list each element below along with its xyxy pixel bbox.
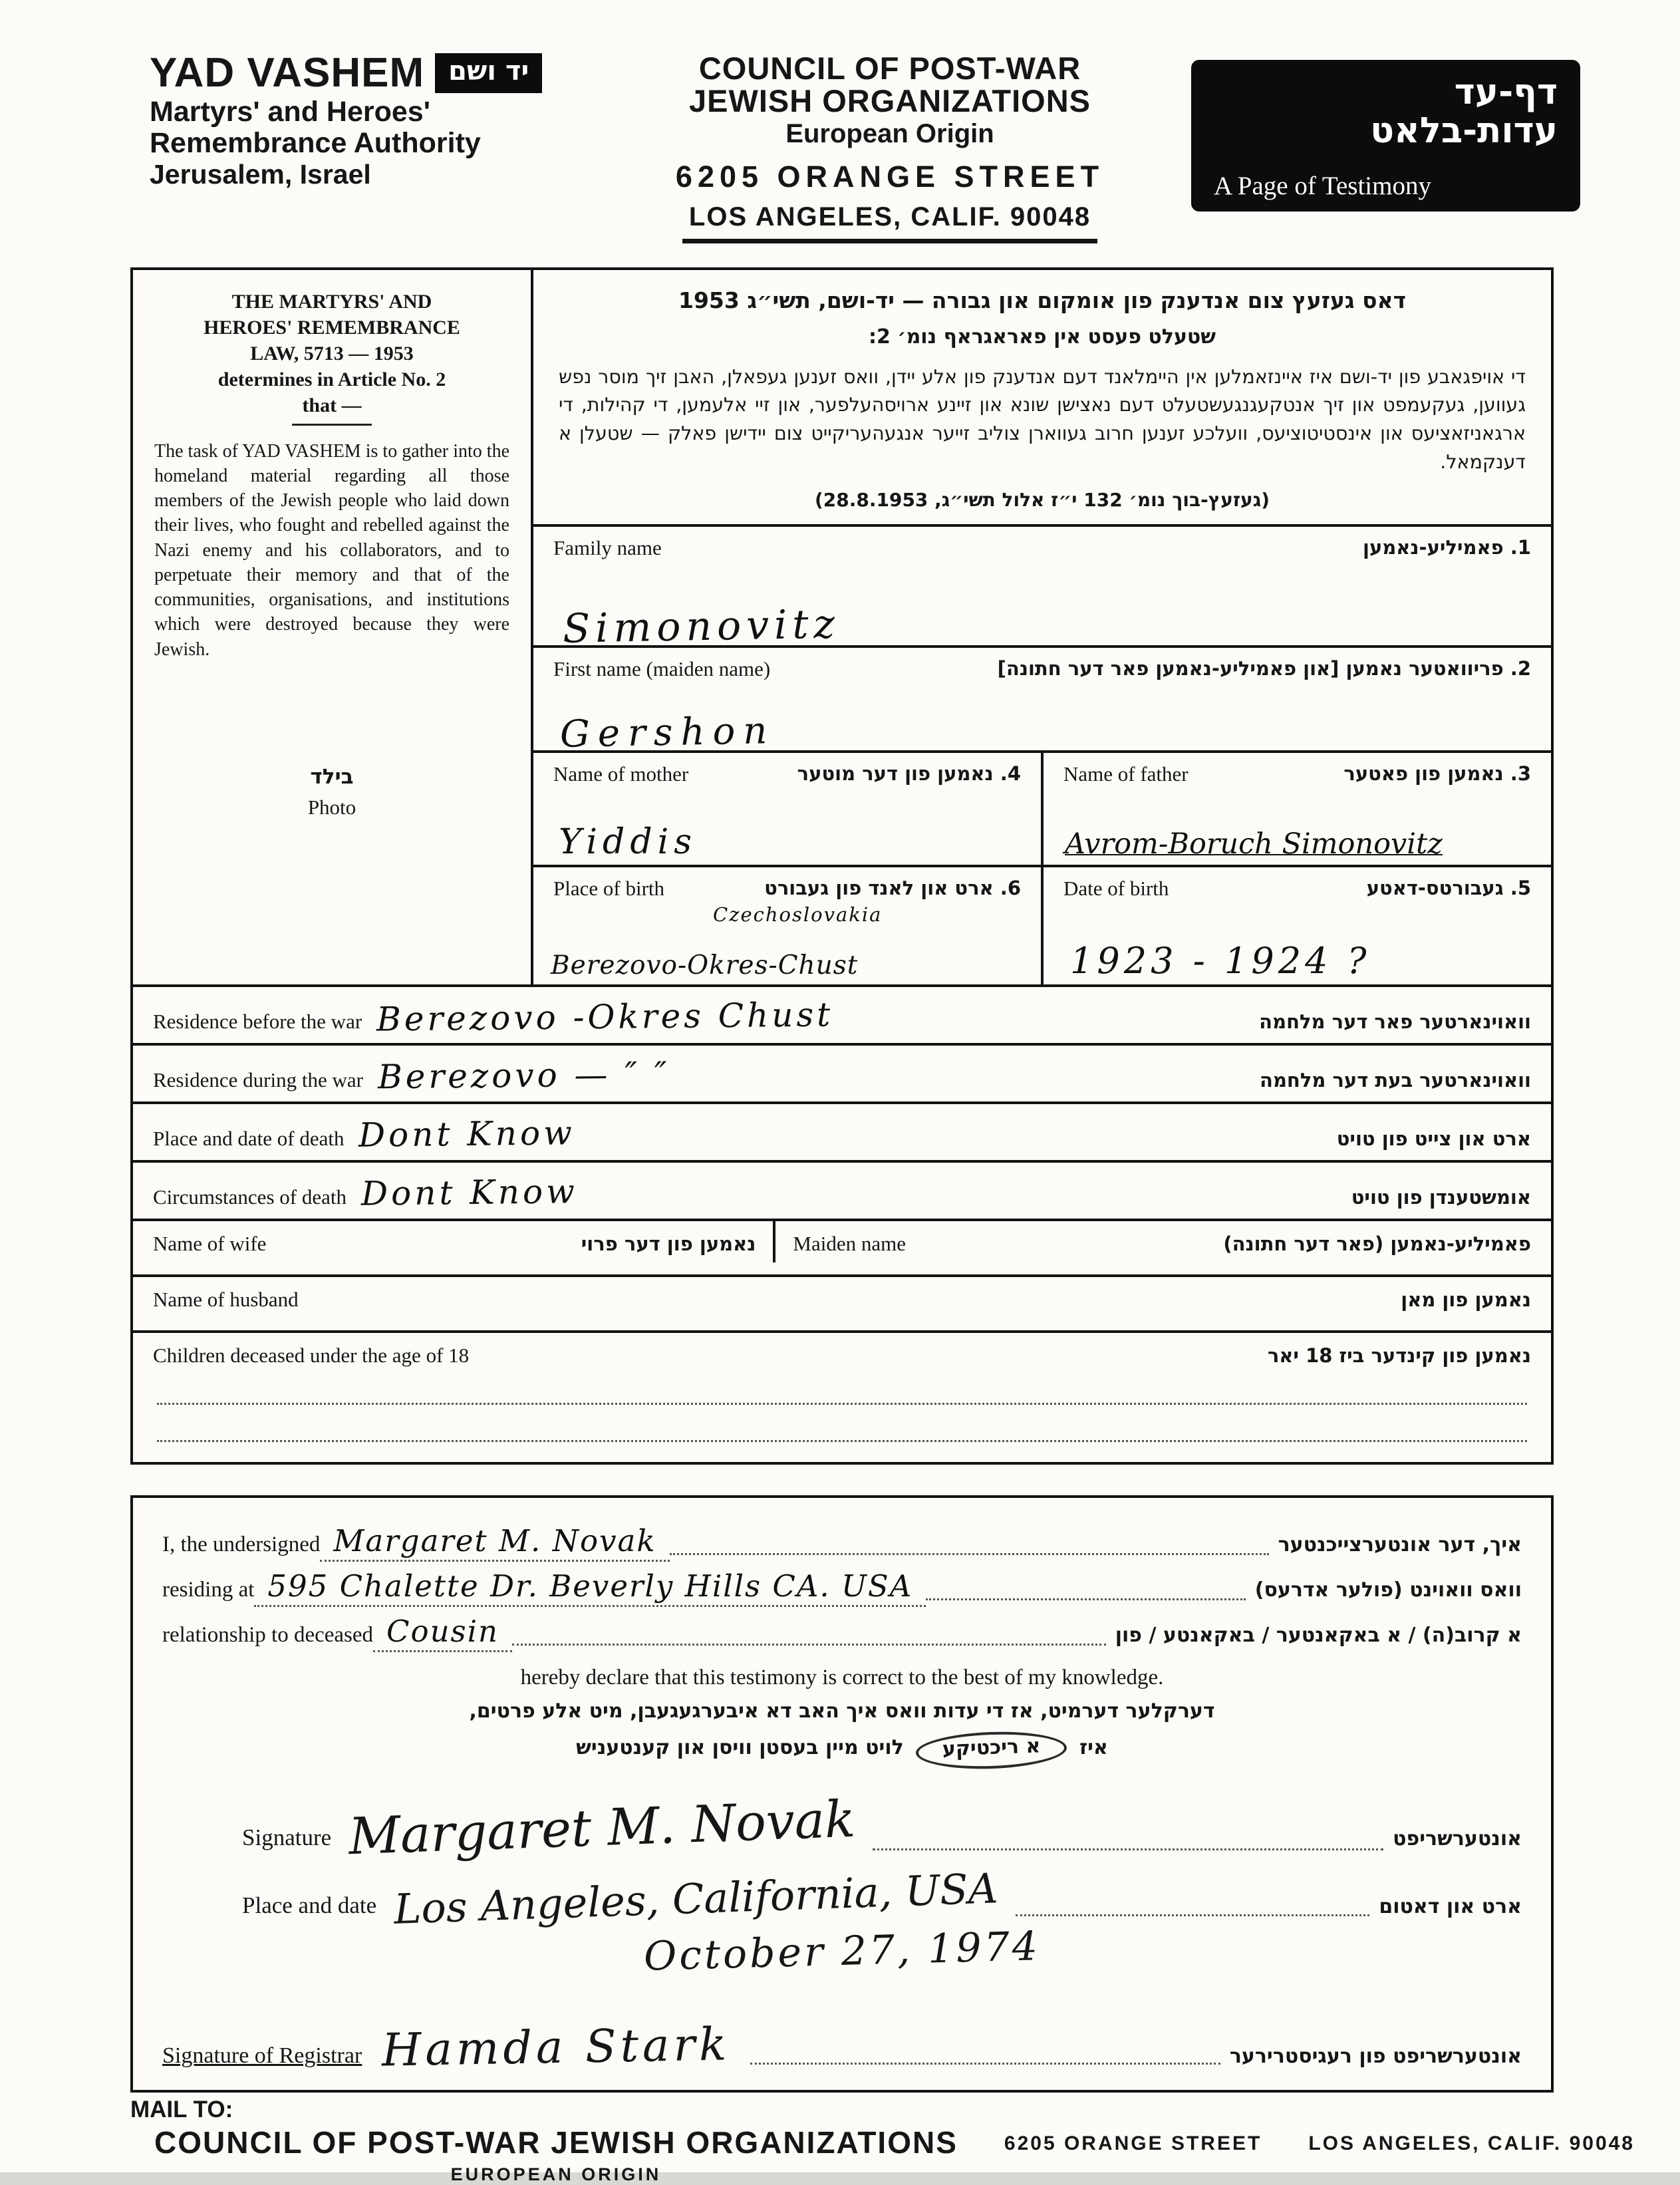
council-city: LOS ANGELES, CALIF. 90048 — [682, 202, 1097, 243]
mother-label-en: Name of mother — [553, 762, 689, 786]
relationship-label-he: א קרוב(ה) / א באקאנטער / באקאנטע / פון — [1115, 1623, 1522, 1647]
declaration-he2-circled: א ריכטיקע — [915, 1729, 1067, 1771]
husband-label-he: נאמען פון מאן — [1401, 1288, 1531, 1311]
signature-label-he: אונטערשריפט — [1393, 1826, 1522, 1850]
residence-before-label-he: וואוינארטער פאר דער מלחמה — [1259, 1010, 1531, 1033]
council-street: 6205 ORANGE STREET — [675, 159, 1105, 194]
date-row — [162, 1922, 1522, 1980]
death-place-label-he: ארט און צייט פון טויט — [1336, 1127, 1531, 1150]
death-place-value: Dont Know — [358, 1113, 576, 1155]
hebrew-law-title: דאס געזעץ צום אנדענק פון אומקום און גבורה — יד-ושם, תשי״ג 1953 — [678, 287, 1407, 313]
date-of-birth-label-en: Date of birth — [1063, 876, 1169, 900]
registrar-signature-value: Hamda Stark — [381, 2018, 732, 2077]
residing-label-he: וואס וואוינט (פולער אדרעס) — [1254, 1578, 1522, 1602]
dotted-leader — [1016, 1914, 1370, 1916]
wife-label-en: Name of wife — [153, 1231, 267, 1255]
wife-label-he: נאמען פון דער פרוי — [581, 1232, 756, 1255]
council-name-line2: JEWISH ORGANIZATIONS — [688, 83, 1091, 119]
mailing-footer — [130, 2096, 1635, 2185]
father-value: Avrom-Boruch Simonovitz — [1065, 827, 1443, 861]
family-name-label-he: 1. פאמיליע-נאמען — [1363, 535, 1531, 559]
place-of-birth-country-value: Czechoslovakia — [713, 903, 883, 926]
family-name-value: Simonovitz — [562, 601, 841, 653]
residing-row — [162, 1568, 1522, 1607]
mother-value: Yiddis — [559, 821, 697, 862]
field-children-deceased — [133, 1333, 1551, 1462]
yad-vashem-block — [150, 49, 589, 190]
relationship-label-en: relationship to deceased — [162, 1622, 374, 1647]
first-name-label-he: 2. פריוואטער נאמען [און פאמיליע-נאמען פאר דער חתונה] — [997, 656, 1531, 680]
field-circumstances-of-death — [133, 1163, 1551, 1221]
undersigned-row — [162, 1523, 1522, 1562]
council-origin: European Origin — [785, 118, 994, 148]
undersigned-label-en: I, the undersigned — [162, 1532, 321, 1556]
law-heading-line2: HEROES' REMEMBRANCE — [204, 316, 460, 339]
residence-during-label-en: Residence during the war — [153, 1068, 363, 1092]
signature-row — [162, 1789, 1522, 1866]
residence-before-label-en: Residence before the war — [153, 1009, 362, 1033]
photo-placeholder — [154, 762, 509, 823]
field-row-birth — [533, 867, 1551, 984]
children-label-en: Children deceased under the age of 18 — [153, 1343, 470, 1367]
children-write-line-2 — [157, 1405, 1527, 1442]
place-of-birth-value: Berezovo-Okres-Chust — [551, 950, 859, 980]
father-label-he: 3. נאמען פון פאטער — [1343, 762, 1531, 785]
footer-street: 6205 ORANGE STREET — [1004, 2132, 1262, 2154]
place-date-label-en: Place and date — [242, 1892, 377, 1918]
law-heading-line1: THE MARTYRS' AND — [231, 290, 432, 313]
dotted-leader — [873, 1848, 1383, 1850]
footer-org-block — [154, 2124, 958, 2185]
undersigned-label-he: איך, דער אונטערצייכנטער — [1278, 1532, 1522, 1556]
council-header — [589, 52, 1191, 243]
field-first-name — [533, 648, 1551, 756]
page-of-testimony-badge — [1191, 60, 1580, 212]
field-row-wife-maiden — [133, 1221, 1551, 1277]
death-circumstances-value: Dont Know — [360, 1171, 579, 1213]
photo-label-english: Photo — [307, 796, 356, 819]
registrar-label-he: אונטערשריפט פון רעגיסטרירער — [1229, 2044, 1522, 2068]
date-of-birth-value: 1923 - 1924 ? — [1070, 939, 1371, 982]
law-body-text: The task of YAD VASHEM is to gather into the homeland material regarding all those members of the Jewish people who laid down their lives, who fought and rebelled against the Nazi enemy and his collaborators, and to perpetuate their memory and that of the communities, organisations, and institutions which were destroyed because they were Jewish. — [154, 440, 509, 660]
badge-hebrew-line1: דף-עד — [1454, 72, 1558, 112]
form-top-section — [133, 270, 1551, 987]
signature-label-en: Signature — [242, 1824, 332, 1850]
declaration-he2-pre: איז — [1079, 1735, 1108, 1759]
registrar-label-en: Signature of Registrar — [162, 2043, 362, 2068]
place-and-date-row — [162, 1863, 1522, 1934]
yad-vashem-subtitle-3: Jerusalem, Israel — [150, 158, 371, 190]
hebrew-law-body: די אויפגאבע פון יד-ושם איז איינזאמלען אין היימלאנד דעם אנדענק פון אלע יידן, וואס זענען געפאלן, האבן זיך מוסר נפש געווען, געקעמפט און זיך אנטקעגנגעשטעלט דעם נאצישן שונא און זיינע ארויסהעלפער, און זיי אלעמען, די קהילות, די ארגאניזאציעס און אינסטיטוציעס, וועלכע זענען חרוב געווארן צוליב זייער אנגעהעריקייט צום יידישן פאלק — שטעלן א דענקמאל. — [559, 365, 1526, 473]
footer-city: LOS ANGELES, CALIF. 90048 — [1308, 2132, 1635, 2154]
field-family-name — [533, 527, 1551, 653]
council-name-line1: COUNCIL OF POST-WAR — [698, 51, 1081, 86]
law-divider — [292, 424, 372, 426]
family-name-label-en: Family name — [553, 535, 662, 559]
field-maiden-name — [773, 1221, 1531, 1262]
field-wife — [153, 1232, 773, 1256]
residence-before-value: Berezovo -Okres Chust — [376, 995, 834, 1039]
hebrew-law-block — [533, 270, 1551, 527]
first-name-value: Gershon — [559, 708, 775, 756]
footer-org-subname: EUROPEAN ORIGIN — [450, 2164, 662, 2184]
field-place-of-birth — [533, 867, 1041, 984]
field-place-date-of-death — [133, 1104, 1551, 1163]
declaration-he2-post: לויט מיין בעסטן וויסן און קענטעניש — [576, 1735, 904, 1759]
mail-to-label: MAIL TO: — [130, 2096, 233, 2122]
husband-label-en: Name of husband — [153, 1287, 299, 1311]
residing-label-en: residing at — [162, 1577, 255, 1602]
yad-vashem-subtitle-2: Remembrance Authority — [150, 127, 481, 160]
law-heading-line3: LAW, 5713 — 1953 — [250, 342, 414, 364]
undersigned-value: Margaret M. Novak — [320, 1523, 669, 1562]
declaration-statement-he-2 — [162, 1732, 1522, 1769]
residing-value: 595 Chalette Dr. Beverly Hills CA. USA — [254, 1568, 926, 1607]
field-date-of-birth — [1041, 867, 1551, 984]
yad-vashem-logo-icon: יד ושם — [435, 53, 542, 93]
badge-hebrew-line2: עדות-בלאט — [1370, 110, 1558, 152]
dotted-leader — [670, 1552, 1269, 1555]
date-of-birth-label-he: 5. געבורטס-דאטע — [1366, 876, 1531, 899]
relationship-value: Cousin — [373, 1614, 512, 1652]
form-fields-column — [533, 270, 1551, 984]
dotted-leader — [926, 1598, 1246, 1600]
field-row-parents — [533, 753, 1551, 867]
field-residence-before-war — [133, 987, 1551, 1046]
declaration-section — [130, 1495, 1554, 2093]
father-label-en: Name of father — [1063, 762, 1189, 786]
declaration-statement-he-1: דערקלער דערמיט, אז די עדות וואס איך האב דא איבערגעגעבן, מיט אלע פרטים, — [469, 1699, 1215, 1723]
mother-label-he: 4. נאמען פון דער מוטער — [797, 762, 1021, 785]
residence-during-label-he: וואוינארטער בעת דער מלחמה — [1260, 1068, 1531, 1092]
children-label-he: נאמען פון קינדער ביז 18 יאר — [1267, 1344, 1531, 1367]
residence-during-value: Berezovo — ″ ″ — [377, 1054, 670, 1096]
footer-org-name: COUNCIL OF POST-WAR JEWISH ORGANIZATIONS — [154, 2124, 958, 2160]
date-value: October 27, 1974 — [643, 1922, 1041, 1980]
place-of-birth-label-en: Place of birth — [553, 876, 665, 900]
field-husband — [133, 1277, 1551, 1333]
dotted-leader — [512, 1643, 1106, 1646]
yad-vashem-title: YAD VASHEM — [150, 50, 425, 96]
maiden-label-en: Maiden name — [793, 1231, 906, 1255]
place-date-label-he: ארט און דאטום — [1379, 1894, 1522, 1918]
declaration-statement-en: hereby declare that this testimony is correct to the best of my knowledge. — [520, 1665, 1164, 1689]
hebrew-law-reference: (געזעץ-בוך נומ׳ 132 י״ז אלול תשי״ג, 28.8.1953) — [814, 488, 1270, 511]
children-write-line-1 — [157, 1368, 1527, 1405]
dotted-leader — [750, 2062, 1220, 2065]
signature-value: Margaret M. Novak — [347, 1789, 857, 1866]
field-residence-during-war — [133, 1046, 1551, 1104]
testimony-form — [130, 267, 1554, 1465]
yad-vashem-subtitle-1: Martyrs' and Heroes' — [150, 96, 430, 128]
first-name-label-en: First name (maiden name) — [553, 656, 771, 680]
death-circumstances-label-en: Circumstances of death — [153, 1185, 347, 1209]
photo-label-hebrew: בילד — [310, 764, 354, 789]
relationship-row — [162, 1614, 1522, 1652]
death-circumstances-label-he: אומשטענדן פון טויט — [1351, 1185, 1531, 1209]
field-father — [1041, 753, 1551, 865]
hebrew-law-subtitle: שטעלט פעסט אין פאראגראף נומ׳ 2: — [868, 325, 1216, 349]
death-place-label-en: Place and date of death — [153, 1126, 345, 1150]
law-heading-line4: determines in Article No. 2 — [217, 368, 446, 390]
badge-caption: A Page of Testimony — [1214, 172, 1431, 200]
law-heading-line5: that — — [302, 394, 362, 416]
field-mother — [533, 753, 1041, 865]
place-of-birth-label-he: 6. ארט און לאנד פון געבורט — [764, 876, 1021, 899]
remembrance-law-panel — [133, 270, 533, 984]
maiden-label-he: פאמיליע-נאמען (פאר דער חתונה) — [1223, 1232, 1531, 1255]
registrar-row — [162, 2018, 1522, 2077]
document-header — [0, 0, 1680, 250]
place-date-value: Los Angeles, California, USA — [393, 1863, 999, 1934]
